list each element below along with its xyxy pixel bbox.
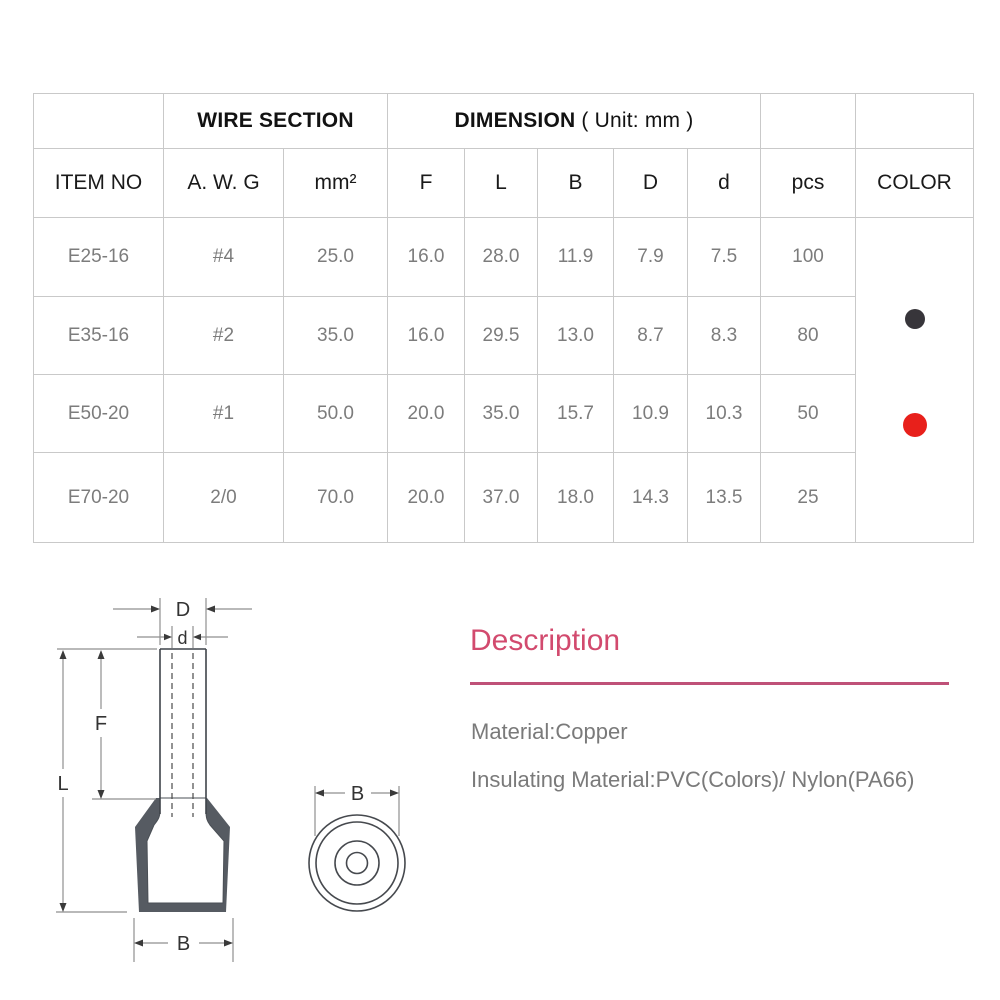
cell-awg: 2/0 <box>164 453 284 543</box>
cell-b: 15.7 <box>538 375 614 453</box>
spec-table <box>33 93 974 543</box>
cell-l: 29.5 <box>465 297 538 375</box>
dim-label-B-side: B <box>176 933 191 955</box>
cell-awg: #1 <box>164 375 284 453</box>
cell-item-no: E50-20 <box>34 375 164 453</box>
group-header-dimension <box>388 94 761 149</box>
insulating-material-text: Insulating Material:PVC(Colors)/ Nylon(PA66) <box>471 767 915 792</box>
dim-label-F: F <box>94 713 108 735</box>
table-row <box>34 375 974 453</box>
dim-B-side <box>134 918 233 962</box>
dim-label-L: L <box>57 773 69 795</box>
cell-d-outer: 14.3 <box>614 453 688 543</box>
dimension-label: DIMENSION <box>454 109 576 132</box>
column-header-row <box>34 149 974 218</box>
col-header-awg: A. W. G <box>164 149 284 218</box>
color-swatch-cell <box>856 218 974 543</box>
cell-item-no: E25-16 <box>34 218 164 297</box>
cell-d-outer: 7.9 <box>614 218 688 297</box>
ferrule-side-view <box>135 649 230 912</box>
cell-pcs: 80 <box>761 297 856 375</box>
red-color-dot <box>903 413 927 437</box>
material-text: Material:Copper <box>471 719 628 744</box>
cell-f: 20.0 <box>388 375 465 453</box>
description-title: Description <box>470 624 621 657</box>
cell-f: 16.0 <box>388 218 465 297</box>
col-header-b: B <box>538 149 614 218</box>
cell-d-outer: 8.7 <box>614 297 688 375</box>
wire-section-label: WIRE SECTION <box>197 109 354 132</box>
cell-d-inner: 13.5 <box>688 453 761 543</box>
cell-f: 16.0 <box>388 297 465 375</box>
group-header-wire-section <box>164 94 388 149</box>
dim-F <box>57 649 157 799</box>
col-header-item-no: ITEM NO <box>34 149 164 218</box>
cell-l: 28.0 <box>465 218 538 297</box>
cell-d-inner: 8.3 <box>688 297 761 375</box>
cell-b: 18.0 <box>538 453 614 543</box>
ferrule-front-view <box>309 815 405 911</box>
cell-b: 13.0 <box>538 297 614 375</box>
group-header-blank-pcs <box>761 94 856 149</box>
description-divider <box>470 682 949 685</box>
cell-mm2: 25.0 <box>284 218 388 297</box>
cell-awg: #4 <box>164 218 284 297</box>
col-header-pcs: pcs <box>761 149 856 218</box>
col-header-l: L <box>465 149 538 218</box>
cell-pcs: 100 <box>761 218 856 297</box>
table-row <box>34 453 974 543</box>
cell-l: 37.0 <box>465 453 538 543</box>
col-header-color: COLOR <box>856 149 974 218</box>
col-header-d-inner: d <box>688 149 761 218</box>
dim-label-B-front: B <box>350 783 365 805</box>
dim-d <box>137 626 228 648</box>
cell-mm2: 70.0 <box>284 453 388 543</box>
cell-d-inner: 7.5 <box>688 218 761 297</box>
col-header-mm2: mm² <box>284 149 388 218</box>
dim-L <box>56 650 127 912</box>
group-header-blank-item <box>34 94 164 149</box>
table-row <box>34 297 974 375</box>
group-header-row <box>34 94 974 149</box>
cell-f: 20.0 <box>388 453 465 543</box>
cell-item-no: E70-20 <box>34 453 164 543</box>
cell-pcs: 25 <box>761 453 856 543</box>
cell-mm2: 35.0 <box>284 297 388 375</box>
cell-pcs: 50 <box>761 375 856 453</box>
cell-d-inner: 10.3 <box>688 375 761 453</box>
group-header-blank-color <box>856 94 974 149</box>
col-header-f: F <box>388 149 465 218</box>
ferrule-technical-drawing <box>30 580 450 980</box>
cell-d-outer: 10.9 <box>614 375 688 453</box>
cell-awg: #2 <box>164 297 284 375</box>
dim-label-D: D <box>175 599 191 621</box>
cell-mm2: 50.0 <box>284 375 388 453</box>
cell-item-no: E35-16 <box>34 297 164 375</box>
dim-label-d: d <box>177 628 188 648</box>
cell-b: 11.9 <box>538 218 614 297</box>
table-row <box>34 218 974 297</box>
col-header-d-outer: D <box>614 149 688 218</box>
cell-l: 35.0 <box>465 375 538 453</box>
dimension-unit-label: ( Unit: mm ) <box>581 109 694 132</box>
black-color-dot <box>905 309 925 329</box>
